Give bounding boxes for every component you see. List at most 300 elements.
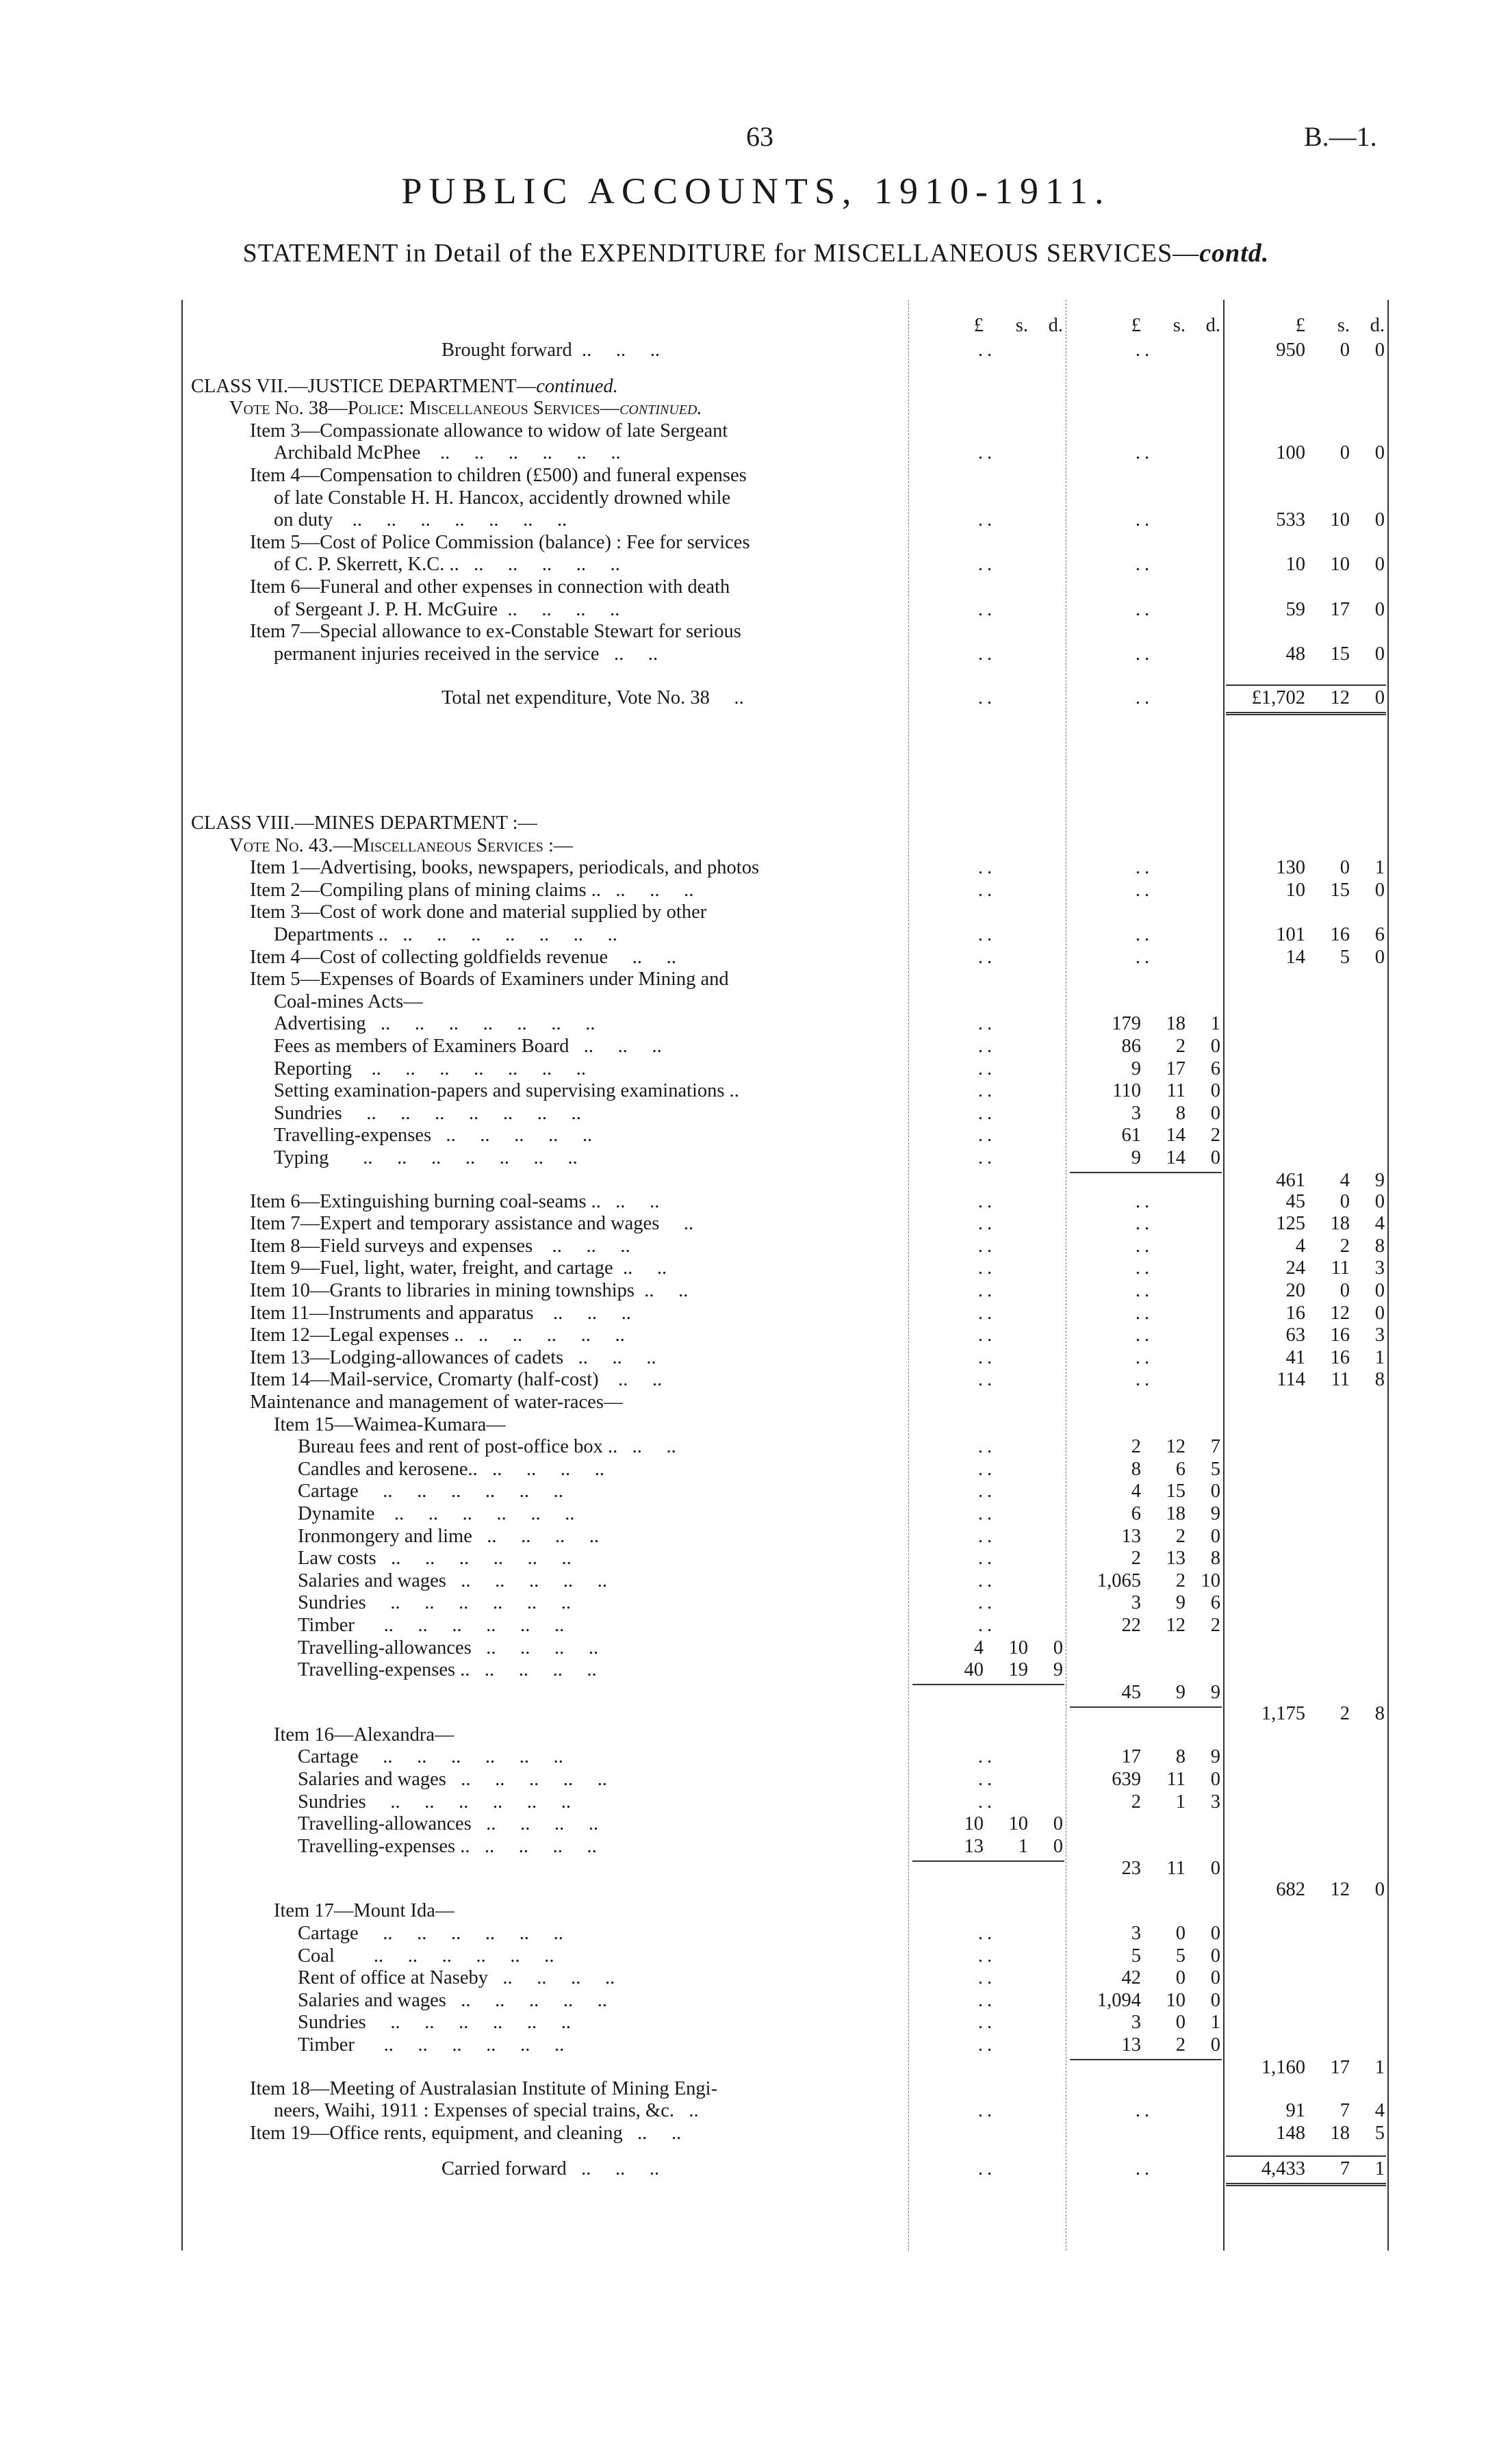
- row-description: [250, 1347, 656, 1369]
- table-row: [181, 420, 1389, 443]
- amount-c3: [1230, 509, 1387, 532]
- page-subtitle: [0, 238, 1512, 268]
- document-reference: B.—1.: [1304, 121, 1377, 152]
- dot-leader: ..: [659, 1213, 694, 1235]
- dot-leader: .. .. .. .. .. ..: [358, 1923, 563, 1944]
- total-rule-bottom: [1226, 2183, 1386, 2186]
- amount-pence: 1: [1210, 1013, 1220, 1035]
- pounds-header: £: [1295, 315, 1305, 336]
- row-description: [441, 687, 744, 709]
- table-row: [181, 2158, 1389, 2181]
- table-row: [181, 340, 1389, 362]
- dot-leader: .. .. .. .. .. ..: [420, 442, 621, 464]
- empty-amount-dots: ..: [1135, 1302, 1154, 1324]
- amount-c3: [1230, 1280, 1387, 1303]
- row-label: Sundries: [298, 1592, 366, 1614]
- row-label: Brought forward: [441, 340, 572, 361]
- amount-pence: 0: [1210, 2034, 1220, 2056]
- amount-pounds: 10: [1285, 879, 1305, 901]
- amount-pounds: 9: [1131, 1058, 1141, 1079]
- row-label: Reporting: [274, 1058, 352, 1079]
- row-label: Item 4—Compensation to children (£500) and funeral expenses: [250, 465, 747, 486]
- amount-c2: [1066, 1791, 1223, 1814]
- table-row: [181, 532, 1389, 554]
- row-description: [250, 1303, 631, 1324]
- row-label: Dynamite: [298, 1503, 375, 1524]
- row-label: permanent injuries received in the service: [274, 643, 600, 665]
- table-row: [181, 1858, 1389, 1880]
- table-row: [181, 1746, 1389, 1769]
- expenditure-table: [181, 300, 1389, 2251]
- amount-shillings: 8: [1175, 1746, 1186, 1768]
- amount-c2: [1066, 1147, 1223, 1170]
- amount-c1: [908, 1637, 1066, 1660]
- dot-leader: .. .. ..: [600, 879, 694, 901]
- dot-leader: .. .. .. .. ..: [446, 1769, 607, 1790]
- amount-shillings: 15: [1166, 1481, 1186, 1502]
- amount-pounds: 1,175: [1261, 1702, 1305, 1724]
- table-row: [181, 880, 1389, 902]
- dot-leader: .. ..: [598, 1369, 663, 1391]
- amount-pence: 8: [1374, 1369, 1385, 1391]
- empty-amount-dots: ..: [977, 1080, 997, 1102]
- row-label: Item 15—Waimea-Kumara—: [274, 1413, 506, 1435]
- amount-pounds: 4: [973, 1637, 984, 1659]
- amount-c1: [908, 1836, 1066, 1858]
- dot-leader: .. .. .. .. .. ..: [358, 1746, 563, 1768]
- pence-header: d.: [1370, 315, 1385, 336]
- row-description: [274, 2100, 699, 2122]
- column-2-header: [1066, 315, 1223, 337]
- empty-amount-dots: ..: [977, 1257, 997, 1279]
- empty-amount-dots: ..: [1135, 687, 1154, 709]
- amount-shillings: 2: [1175, 1570, 1186, 1591]
- amount-shillings: 5: [1175, 1945, 1186, 1967]
- amount-shillings: 4: [1340, 1169, 1350, 1191]
- empty-amount-dots: ..: [1135, 509, 1154, 531]
- amount-pounds: 1,065: [1097, 1570, 1141, 1591]
- dot-leader: .. .. .. ..: [472, 1525, 600, 1547]
- row-label: Departments ..: [274, 924, 388, 945]
- row-label: Item 18—Meeting of Australasian Institute of Mining Engi-: [250, 2077, 718, 2099]
- row-description: [229, 835, 573, 857]
- dot-leader: .. .. ..: [563, 1346, 656, 1368]
- amount-pounds: 4,433: [1261, 2158, 1305, 2180]
- amount-pounds: 86: [1121, 1036, 1141, 1057]
- row-description: [250, 1324, 625, 1346]
- empty-amount-dots: ..: [977, 2012, 997, 2034]
- amount-pence: 0: [1210, 1102, 1220, 1124]
- empty-amount-dots: ..: [1135, 2100, 1154, 2122]
- amount-pence: 0: [1053, 1813, 1063, 1835]
- table-row: [181, 1615, 1389, 1637]
- dot-leader: .. ..: [622, 2122, 682, 2144]
- amount-c2: [1066, 2012, 1223, 2034]
- amount-pence: 0: [1210, 1080, 1220, 1102]
- row-description: [298, 1503, 575, 1525]
- amount-shillings: 14: [1166, 1125, 1186, 1147]
- amount-c3: [1230, 643, 1387, 666]
- dot-leader: .. .. .. .. .. ..: [376, 1548, 572, 1570]
- row-label: Item 13—Lodging-allowances of cadets: [250, 1346, 564, 1368]
- row-label: neers, Waihi, 1911 : Expenses of special trains, &c.: [274, 2100, 674, 2122]
- row-label: Salaries and wages: [298, 1989, 446, 2011]
- row-description: [298, 2034, 564, 2056]
- row-description: [250, 576, 730, 598]
- amount-c2: [1066, 1923, 1223, 1945]
- dot-leader: .. .. .. ..: [488, 1967, 615, 1989]
- dot-leader: .. .. .. .. ..: [446, 1989, 607, 2011]
- row-label: Item 3—Compassionate allowance to widow of late Sergeant: [250, 420, 728, 441]
- empty-amount-dots: ..: [977, 1302, 997, 1324]
- table-row: [181, 1257, 1389, 1280]
- amount-shillings: 0: [1340, 857, 1350, 879]
- amount-pounds: 41: [1285, 1346, 1305, 1368]
- row-description: [250, 1392, 623, 1413]
- amount-pounds: 3: [1131, 1592, 1141, 1614]
- amount-pence: 0: [1210, 1481, 1220, 1502]
- empty-amount-dots: ..: [977, 1503, 997, 1524]
- row-description: [298, 1615, 564, 1637]
- amount-pence: 0: [1374, 687, 1385, 709]
- amount-c2: [1066, 1746, 1223, 1769]
- amount-pence: 9: [1210, 1746, 1220, 1768]
- amount-shillings: 18: [1166, 1013, 1186, 1035]
- amount-c3: [1230, 880, 1387, 902]
- empty-amount-dots: ..: [977, 879, 997, 901]
- empty-amount-dots: ..: [977, 1967, 997, 1989]
- dot-leader: .. .. .. ..: [470, 1835, 597, 1857]
- amount-shillings: 18: [1330, 2122, 1350, 2144]
- amount-pounds: £1,702: [1251, 687, 1305, 709]
- amount-c1: [908, 1813, 1066, 1836]
- dot-leader: .. ..: [600, 1190, 660, 1212]
- dot-leader: .. ..: [617, 1436, 676, 1458]
- amount-pounds: 101: [1276, 924, 1305, 945]
- table-row: [181, 1813, 1389, 1836]
- dot-leader: .. .. .. .. .. ..: [334, 1945, 554, 1967]
- row-label: Coal-mines Acts—: [274, 990, 423, 1012]
- row-label: Sundries: [298, 1791, 366, 1813]
- amount-c3: [1230, 1703, 1387, 1726]
- table-row: [181, 924, 1389, 947]
- dot-leader: .. .. .. .. .. .. ..: [388, 924, 617, 945]
- amount-pounds: 130: [1276, 857, 1305, 879]
- amount-c2: [1066, 1769, 1223, 1791]
- amount-pence: 0: [1374, 340, 1385, 361]
- row-label: Vote No. 38—Police: Miscellaneous Services—: [229, 398, 620, 420]
- row-label: Salaries and wages: [298, 1570, 446, 1591]
- amount-pence: 4: [1374, 2100, 1385, 2122]
- empty-amount-dots: ..: [1135, 554, 1154, 576]
- amount-shillings: 0: [1175, 1923, 1186, 1944]
- amount-pounds: 110: [1112, 1080, 1141, 1102]
- row-label: Sundries: [274, 1102, 342, 1124]
- amount-pence: 0: [1374, 442, 1385, 464]
- amount-pence: 0: [1210, 1858, 1220, 1880]
- amount-shillings: 16: [1330, 1346, 1350, 1368]
- amount-pence: 0: [1374, 1280, 1385, 1301]
- empty-amount-dots: ..: [977, 1791, 997, 1813]
- empty-amount-dots: ..: [1135, 1324, 1154, 1346]
- empty-amount-dots: ..: [1135, 924, 1154, 945]
- row-description: [250, 1369, 662, 1391]
- total-rule-top: [1226, 684, 1386, 686]
- row-label: Timber: [298, 1615, 355, 1636]
- amount-shillings: 12: [1330, 687, 1350, 709]
- row-label: Law costs: [298, 1548, 376, 1570]
- amount-c3: [1230, 857, 1387, 880]
- empty-amount-dots: ..: [977, 1036, 997, 1057]
- row-description: [298, 1746, 563, 1768]
- row-label: Item 9—Fuel, light, water, freight, and cartage: [250, 1257, 613, 1279]
- subtitle-main: STATEMENT in Detail of the EXPENDITURE for MISCELLANEOUS SERVICES—: [242, 239, 1200, 268]
- table-row: [181, 509, 1389, 532]
- amount-pounds: 45: [1121, 1681, 1141, 1703]
- amount-pence: 0: [1374, 509, 1385, 531]
- amount-c2: [1066, 1570, 1223, 1593]
- amount-pence: 3: [1374, 1257, 1385, 1279]
- empty-amount-dots: ..: [977, 1235, 997, 1257]
- table-row: [181, 1836, 1389, 1858]
- amount-pence: 2: [1210, 1615, 1220, 1636]
- amount-shillings: 17: [1330, 598, 1350, 620]
- amount-shillings: 2: [1175, 2034, 1186, 2056]
- dot-leader: .. .. .. ..: [477, 1458, 604, 1480]
- pounds-header: £: [1131, 315, 1141, 336]
- row-description: [274, 924, 617, 946]
- amount-c2: [1066, 1990, 1223, 2012]
- amount-pounds: 20: [1285, 1280, 1305, 1301]
- shillings-header: s.: [1173, 315, 1186, 336]
- amount-pence: 0: [1210, 1147, 1220, 1168]
- empty-amount-dots: ..: [1135, 340, 1154, 361]
- empty-amount-dots: ..: [977, 1346, 997, 1368]
- amount-shillings: 0: [1340, 1280, 1350, 1301]
- dot-leader: .. .. .. .. .. .. ..: [342, 1102, 581, 1124]
- row-label: Vote No. 43.—Miscellaneous Services :—: [229, 834, 574, 856]
- row-label: Item 1—Advertising, books, newspapers, periodicals, and photos: [250, 857, 760, 879]
- row-description: [274, 1125, 592, 1147]
- row-description: [274, 599, 619, 621]
- table-row: [181, 2100, 1389, 2123]
- table-row: [181, 1347, 1389, 1370]
- empty-amount-dots: ..: [1135, 946, 1154, 968]
- empty-amount-dots: ..: [977, 1147, 997, 1168]
- row-label: Rent of office at Naseby: [298, 1967, 489, 1989]
- amount-c2: [1066, 1080, 1223, 1103]
- empty-amount-dots: ..: [977, 1369, 997, 1391]
- amount-c3: [1230, 340, 1387, 362]
- table-row: [181, 643, 1389, 666]
- empty-amount-dots: ..: [1135, 598, 1154, 620]
- table-row: [181, 1392, 1389, 1414]
- table-row: [181, 857, 1389, 880]
- amount-pounds: 24: [1285, 1257, 1305, 1279]
- amount-c3: [1230, 1303, 1387, 1325]
- amount-shillings: 0: [1340, 442, 1350, 464]
- row-label: Total net expenditure, Vote No. 38: [441, 687, 710, 709]
- row-label: Cartage: [298, 1481, 359, 1502]
- empty-amount-dots: ..: [977, 1280, 997, 1301]
- amount-shillings: 16: [1330, 924, 1350, 945]
- amount-pence: 9: [1210, 1681, 1220, 1703]
- dot-leader: .. .. .. .. .. ..: [366, 1592, 571, 1614]
- dot-leader: .. .. .. .. ..: [463, 1324, 625, 1346]
- amount-pounds: 100: [1276, 442, 1305, 464]
- amount-pence: 0: [1374, 1190, 1385, 1212]
- empty-amount-dots: ..: [977, 946, 997, 968]
- amount-c2: [1066, 1967, 1223, 1990]
- table-row: [181, 1058, 1389, 1081]
- empty-amount-dots: ..: [977, 1213, 997, 1235]
- dot-leader: .. .. ..: [533, 1235, 630, 1257]
- row-description: [250, 621, 741, 643]
- amount-pence: 3: [1210, 1791, 1220, 1813]
- row-description: [274, 1724, 454, 1746]
- row-label: Bureau fees and rent of post-office box ..: [298, 1436, 618, 1458]
- row-description: [441, 2158, 659, 2180]
- empty-amount-dots: ..: [1135, 879, 1154, 901]
- table-row: [181, 2123, 1389, 2145]
- amount-pence: 5: [1374, 2122, 1385, 2144]
- row-description: [298, 2012, 571, 2034]
- table-row: [181, 1103, 1389, 1125]
- amount-shillings: 12: [1330, 1879, 1350, 1901]
- empty-amount-dots: ..: [977, 1548, 997, 1570]
- amount-shillings: 17: [1330, 2056, 1350, 2078]
- amount-pence: 0: [1374, 1879, 1385, 1901]
- dot-leader: .. .. .. ..: [470, 1659, 597, 1681]
- amount-pounds: 4: [1131, 1481, 1141, 1502]
- pounds-header: £: [973, 315, 984, 336]
- column-3-header: [1230, 315, 1387, 337]
- dot-leader: .. ..: [599, 643, 658, 665]
- amount-pence: 8: [1374, 1235, 1385, 1257]
- table-row: [181, 398, 1389, 420]
- empty-amount-dots: ..: [977, 340, 997, 361]
- amount-pounds: 639: [1112, 1769, 1141, 1790]
- empty-amount-dots: ..: [977, 2034, 997, 2056]
- table-row: [181, 1303, 1389, 1325]
- amount-pounds: 14: [1285, 946, 1305, 968]
- page-number: 63: [746, 121, 773, 152]
- amount-pence: 6: [1374, 924, 1385, 945]
- empty-amount-dots: ..: [977, 1989, 997, 2011]
- amount-shillings: 0: [1175, 2012, 1186, 2034]
- row-description: [274, 1080, 739, 1102]
- row-description: [250, 1191, 659, 1213]
- dot-leader: .. .. .. .. .. ..: [366, 1791, 571, 1813]
- empty-amount-dots: ..: [977, 509, 997, 531]
- amount-pence: 1: [1210, 2012, 1220, 2034]
- table-row: [181, 1990, 1389, 2012]
- amount-c3: [1230, 2057, 1387, 2079]
- amount-shillings: 17: [1166, 1058, 1186, 1079]
- table-row: [181, 1791, 1389, 1814]
- amount-c3: [1230, 1879, 1387, 1902]
- amount-pence: 0: [1210, 1525, 1220, 1547]
- amount-pence: 1: [1374, 2158, 1385, 2180]
- row-description: [274, 1013, 595, 1035]
- table-row: [181, 1637, 1389, 1660]
- row-label: Item 5—Cost of Police Commission (balance) : Fee for services: [250, 531, 750, 553]
- amount-c3: [1230, 1191, 1387, 1214]
- row-description: [250, 901, 706, 923]
- empty-amount-dots: ..: [977, 1058, 997, 1079]
- row-description: [298, 1836, 597, 1858]
- amount-c2: [1066, 1436, 1223, 1459]
- dot-leader: .. .. .. .. .. .. ..: [333, 509, 567, 531]
- row-label: Item 2—Compiling plans of mining claims ..: [250, 879, 601, 901]
- row-description: [250, 2123, 681, 2145]
- empty-amount-dots: ..: [977, 1923, 997, 1944]
- amount-c3: [1230, 554, 1387, 576]
- row-description: [229, 398, 702, 420]
- amount-shillings: 12: [1166, 1615, 1186, 1636]
- row-label: Cartage: [298, 1746, 359, 1768]
- dot-leader: .. ..: [635, 1280, 689, 1301]
- row-label: Item 14—Mail-service, Cromarty (half-cost): [250, 1369, 599, 1391]
- row-description: [298, 1481, 563, 1502]
- amount-shillings: 11: [1166, 1769, 1186, 1790]
- table-row: [181, 465, 1389, 487]
- row-description: [298, 1813, 598, 1835]
- amount-shillings: 8: [1175, 1102, 1186, 1124]
- row-label: Maintenance and management of water-races—: [250, 1392, 624, 1413]
- amount-shillings: 11: [1331, 1257, 1350, 1279]
- row-label: Travelling-expenses ..: [298, 1835, 470, 1857]
- dot-leader: .. .. .. .. .. ..: [354, 2034, 565, 2056]
- amount-pounds: 23: [1121, 1858, 1141, 1880]
- amount-shillings: 7: [1340, 2100, 1350, 2122]
- amount-c2: [1066, 1013, 1223, 1036]
- table-row: [181, 2034, 1389, 2057]
- row-label-italic: continued.: [619, 398, 702, 420]
- amount-pence: 10: [1201, 1570, 1220, 1591]
- amount-pounds: 6: [1131, 1503, 1141, 1524]
- empty-amount-dots: ..: [977, 1190, 997, 1212]
- table-row: [181, 1013, 1389, 1036]
- amount-c3: [1230, 1324, 1387, 1347]
- empty-amount-dots: ..: [977, 1458, 997, 1480]
- table-row: [181, 947, 1389, 969]
- empty-amount-dots: ..: [977, 857, 997, 879]
- row-label: Coal: [298, 1945, 335, 1967]
- amount-pounds: 950: [1276, 340, 1305, 361]
- row-label: Item 8—Field surveys and expenses: [250, 1235, 533, 1257]
- row-label: Item 11—Instruments and apparatus: [250, 1302, 534, 1324]
- amount-shillings: 12: [1330, 1302, 1350, 1324]
- amount-pence: 0: [1210, 1989, 1220, 2011]
- row-description: [298, 1637, 598, 1659]
- row-description: [298, 1570, 607, 1592]
- amount-pence: 6: [1210, 1592, 1220, 1614]
- table-row: [181, 1459, 1389, 1481]
- amount-pounds: 179: [1112, 1013, 1141, 1035]
- amount-pence: 0: [1053, 1835, 1063, 1857]
- amount-pence: 0: [1374, 946, 1385, 968]
- table-row: [181, 1170, 1389, 1192]
- row-label: Travelling-allowances: [298, 1813, 472, 1835]
- amount-shillings: 10: [1330, 509, 1350, 531]
- row-label: Timber: [298, 2034, 355, 2056]
- table-row: [181, 1945, 1389, 1968]
- amount-c3: [1230, 2123, 1387, 2145]
- table-row: [181, 812, 1389, 835]
- page-title: PUBLIC ACCOUNTS, 1910-1911.: [401, 170, 1111, 212]
- row-label: Item 7—Special allowance to ex-Constable Stewart for serious: [250, 621, 741, 643]
